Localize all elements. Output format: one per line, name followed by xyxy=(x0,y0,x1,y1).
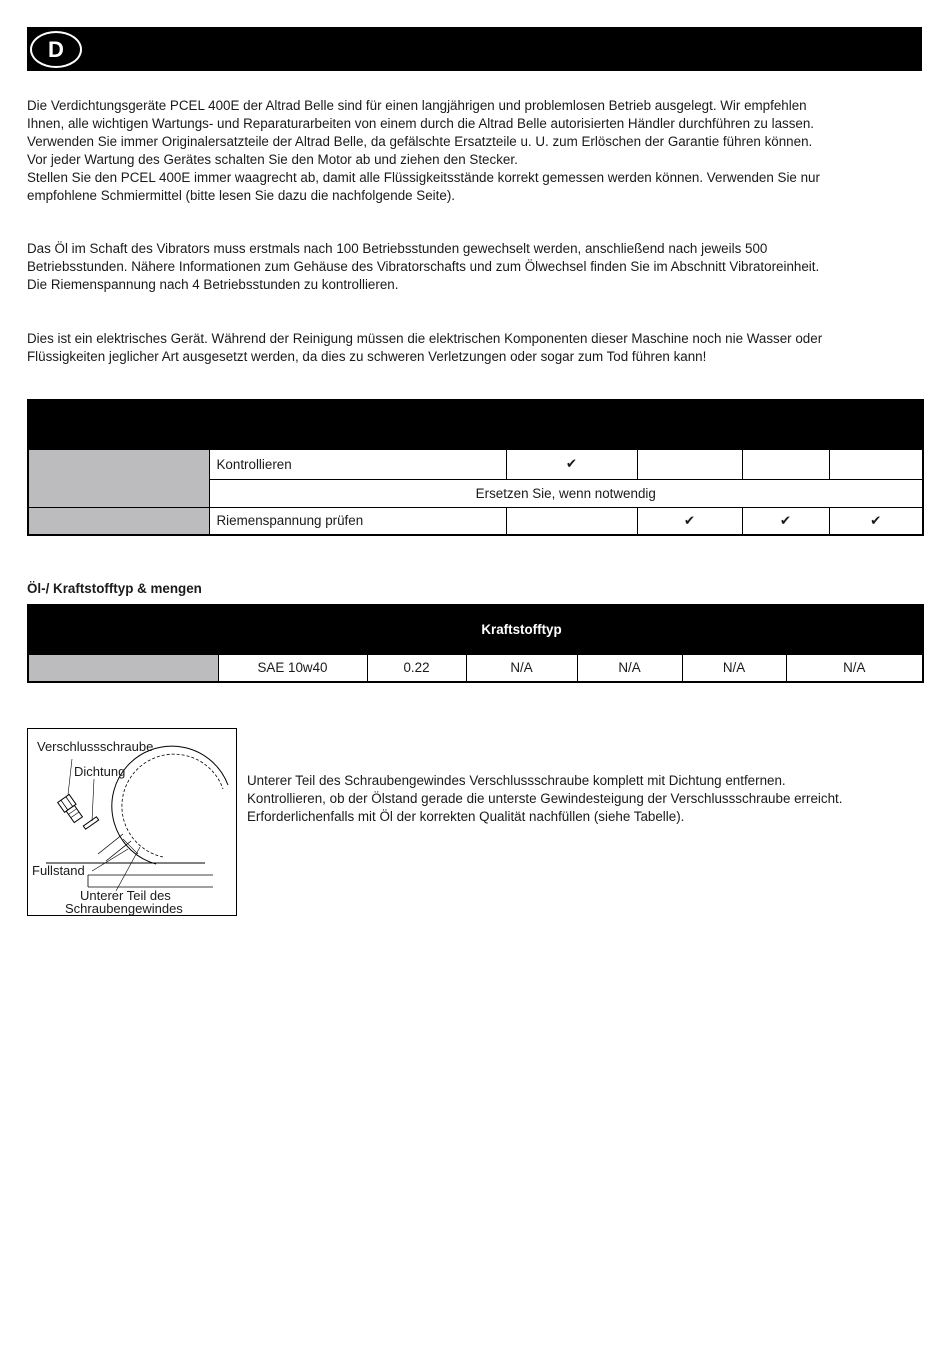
oil-header-fuel-type: Kraftstofftyp xyxy=(466,605,577,654)
maintenance-header-task xyxy=(28,400,506,449)
maintenance-header-interval-2 xyxy=(637,400,742,449)
oil-header-cell xyxy=(367,605,466,654)
label-level: Fullstand xyxy=(32,863,85,878)
intro-paragraph: Die Verdichtungsgeräte PCEL 400E der Altrad Belle sind für einen langjährigen und problemlosen Betrieb ausgelegt. Wir empfehlen Ihnen, alle wichtigen Wartungs- und Reparaturarbeiten von einem durch die Altrad Belle autorisierten Händler durchführen zu lassen. Verwenden Sie immer Originalersatzteile der Altrad Belle, da gefälschte Ersatzteile u. U. zum Erlöschen der Garantie führen können. Vor jeder Wartung des Gerätes schalten Sie den Motor ab und ziehen den Stecker. Stellen Sie den PCEL 400E immer waagrecht ab, damit alle Flüssigkeitsstände korrekt gemessen werden können. Verwenden Sie nur empfohlene Schmiermittel (bitte lesen Sie dazu die nachfolgende Seite). xyxy=(27,98,820,203)
label-thread-1: Unterer Teil des xyxy=(80,888,171,903)
table-row xyxy=(28,654,923,682)
leader-thread xyxy=(116,847,140,891)
oil-fuel-table xyxy=(27,604,924,683)
safety-paragraph: Dies ist ein elektrisches Gerät. Während der Reinigung müssen die elektrischen Komponenten dieser Maschine noch nie Wasser oder Flüssigkeiten jeglicher Art ausgesetzt werden, da dies zu schweren Verletzungen oder sogar zum Tod führen kann! xyxy=(27,331,823,364)
plug-screw-icon xyxy=(58,794,84,823)
maintenance-header-interval-3 xyxy=(742,400,829,449)
label-plug: Verschlussschraube xyxy=(37,739,154,754)
oil-type-cell: SAE 10w40 xyxy=(218,654,367,682)
oil-header-cell xyxy=(218,605,367,654)
language-badge: D xyxy=(30,31,82,68)
maintenance-group-cell xyxy=(28,449,209,507)
maintenance-task-cell: Riemenspannung prüfen xyxy=(209,507,506,535)
maintenance-merged-cell: Ersetzen Sie, wenn notwendig xyxy=(209,479,923,507)
leader-level xyxy=(92,849,128,871)
oil-quantity-cell: 0.22 xyxy=(367,654,466,682)
leader-plug xyxy=(68,759,72,795)
oil-cell: N/A xyxy=(682,654,786,682)
table-row xyxy=(28,507,923,535)
housing-outline xyxy=(112,746,228,864)
seal-icon xyxy=(83,817,98,829)
oil-header-cell xyxy=(577,605,682,654)
oil-change-paragraph: Das Öl im Schaft des Vibrators muss erstmals nach 100 Betriebsstunden gewechselt werden, anschließend nach jeweils 500 Betriebsstunden. Nähere Informationen zum Gehäuse des Vibratorschafts und zum Ölwechsel finden Sie im Abschnitt Vibratoreinheit. Die Riemenspannung nach 4 Betriebsstunden zu kontrollieren. xyxy=(27,241,820,292)
maintenance-cell xyxy=(829,449,923,479)
oil-header-cell xyxy=(28,605,218,654)
maintenance-header-interval-4 xyxy=(829,400,923,449)
check-mark-icon: ✔ xyxy=(637,507,742,535)
maintenance-cell xyxy=(506,507,637,535)
housing-inner-dashed xyxy=(122,754,223,857)
oil-check-paragraph: Unterer Teil des Schraubengewindes Verschlussschraube komplett mit Dichtung entfernen. Kontrollieren, ob der Ölstand gerade die unterste Gewindesteigung der Verschlussschraube erreicht. Erforderlichenfalls mit Öl der korrekten Qualität nachfüllen (siehe Tabelle). xyxy=(247,773,843,824)
oil-level-diagram xyxy=(27,728,237,916)
check-mark-icon: ✔ xyxy=(506,449,637,479)
label-seal: Dichtung xyxy=(74,764,126,779)
maintenance-header-interval-1 xyxy=(506,400,637,449)
oil-section-title: Öl-/ Kraftstofftyp & mengen xyxy=(27,581,202,596)
fuel-type-cell: N/A xyxy=(466,654,577,682)
maintenance-table xyxy=(27,399,924,536)
label-thread-2: Schraubengewindes xyxy=(65,901,183,916)
maintenance-task-cell: Kontrollieren xyxy=(209,449,506,479)
leader-seal xyxy=(92,779,94,821)
maintenance-cell xyxy=(742,449,829,479)
maintenance-group-cell xyxy=(28,507,209,535)
check-mark-icon: ✔ xyxy=(829,507,923,535)
oil-row-label xyxy=(28,654,218,682)
oil-cell: N/A xyxy=(786,654,923,682)
oil-cell: N/A xyxy=(577,654,682,682)
maintenance-cell xyxy=(637,449,742,479)
section-header-bar xyxy=(27,27,922,71)
oil-header-cell xyxy=(786,605,923,654)
oil-header-cell xyxy=(682,605,786,654)
table-row xyxy=(28,449,923,479)
check-mark-icon: ✔ xyxy=(742,507,829,535)
